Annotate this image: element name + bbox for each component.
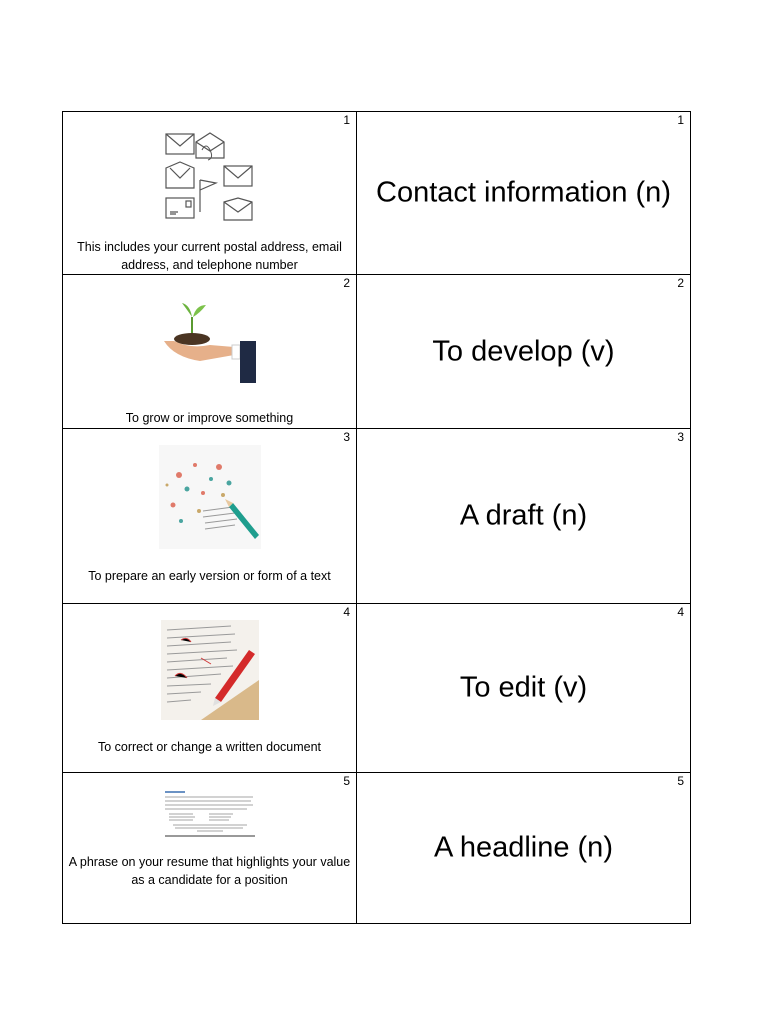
definition-text: To correct or change a written document — [97, 740, 322, 754]
card-number: 4 — [343, 605, 350, 619]
sprout-in-hand-image — [160, 301, 260, 387]
card-number: 1 — [677, 113, 684, 127]
definition-cell-4 — [63, 604, 357, 773]
card-number: 3 — [343, 430, 350, 444]
card-row-1 — [63, 112, 691, 275]
term-cell-4 — [357, 604, 691, 773]
card-row-5 — [63, 773, 691, 924]
term-text: A headline (n) — [434, 831, 613, 864]
term-text: Contact information (n) — [376, 176, 671, 209]
term-text: A draft (n) — [459, 499, 588, 532]
definition-cell-3 — [63, 429, 357, 604]
term-cell-5 — [357, 773, 691, 924]
card-number: 3 — [677, 430, 684, 444]
card-row-3 — [63, 429, 691, 604]
definition-text: To prepare an early version or form of a text — [88, 569, 331, 583]
card-number: 5 — [677, 774, 684, 788]
pencil-shavings-image — [159, 445, 261, 549]
term-text: To develop (v) — [432, 335, 615, 367]
card-row-2 — [63, 275, 691, 429]
card-number: 2 — [677, 276, 684, 290]
term-cell-1 — [357, 112, 691, 275]
flashcard-table — [62, 111, 691, 924]
card-number: 5 — [343, 774, 350, 788]
card-row-4 — [63, 604, 691, 773]
term-cell-3 — [357, 429, 691, 604]
definition-cell-1 — [63, 112, 357, 275]
definition-text: This includes your current postal address, email address, and telephone number — [77, 240, 342, 272]
term-text: To edit (v) — [459, 671, 588, 704]
term-cell-2 — [357, 275, 691, 429]
card-number: 1 — [343, 113, 350, 127]
definition-text: To grow or improve something — [125, 411, 294, 425]
card-number: 2 — [343, 276, 350, 290]
definition-cell-2 — [63, 275, 357, 429]
definition-cell-5 — [63, 773, 357, 924]
mail-icons — [162, 128, 258, 224]
card-number: 4 — [677, 605, 684, 619]
flashcard-sheet — [62, 111, 690, 924]
definition-text: A phrase on your resume that highlights your value as a candidate for a position — [68, 855, 351, 887]
resume-snippet-image — [163, 789, 257, 839]
red-pen-on-document-image — [161, 620, 259, 720]
